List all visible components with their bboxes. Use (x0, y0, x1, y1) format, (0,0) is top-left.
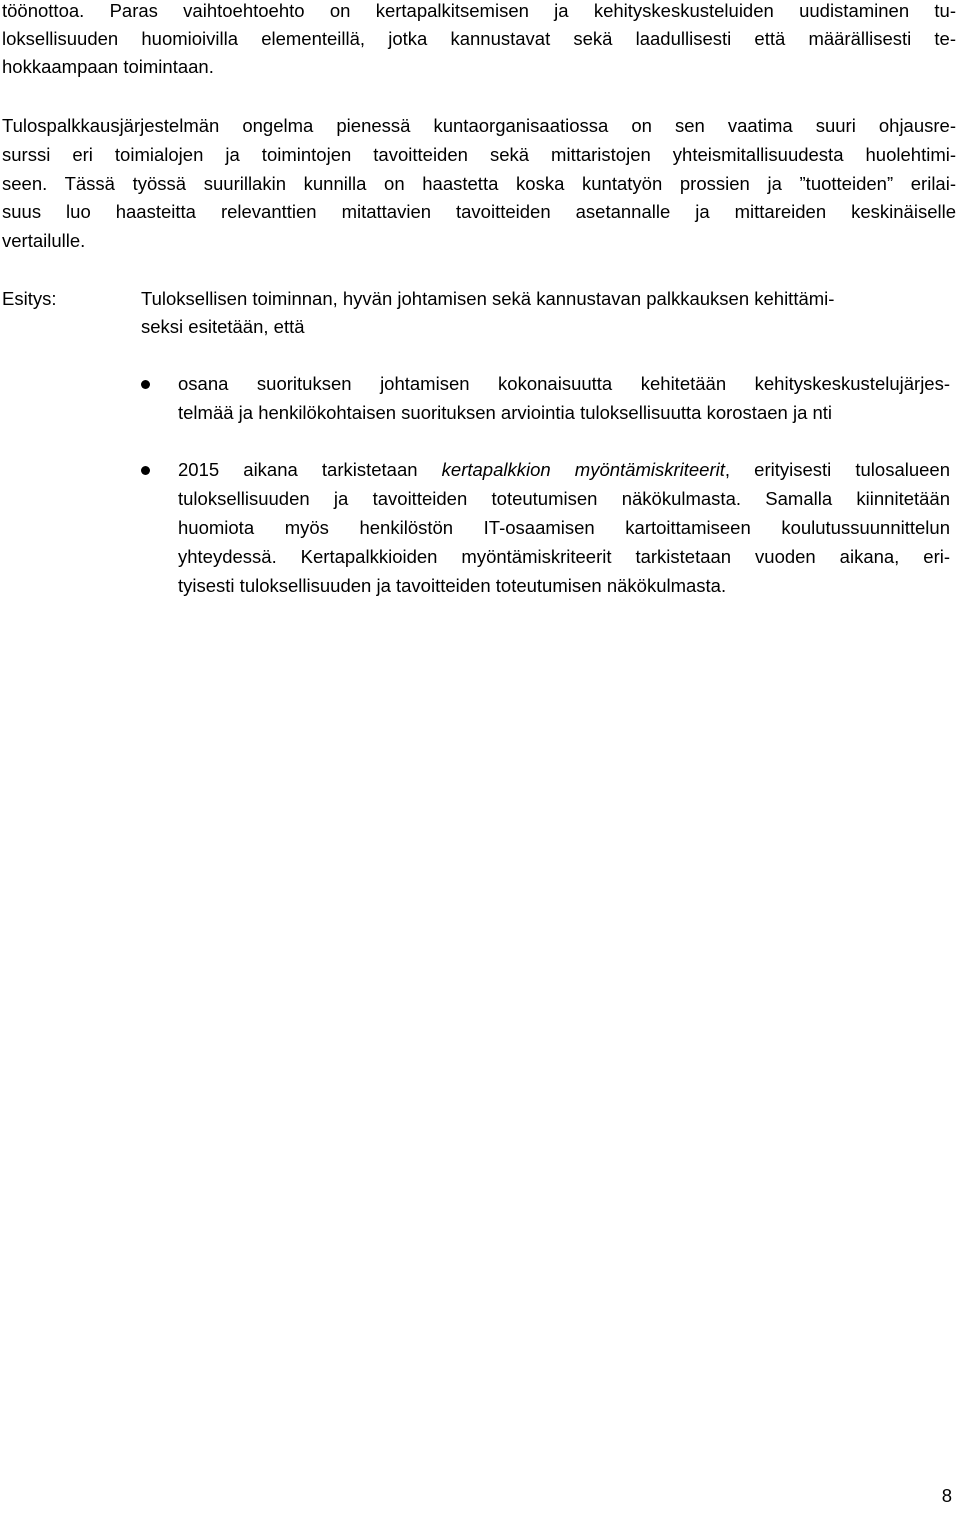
paragraph-line (2, 0, 956, 25)
proposal-text-line: Tuloksellisen toiminnan, hyvän johtamisen sekä kannustavan palkkauksen kehittämi- (141, 288, 835, 309)
list-item-line: telmää ja henkilökohtaisen suorituksen arviointia tuloksellisuutta korostaen ja nti (178, 402, 833, 423)
paragraph-line (2, 170, 956, 198)
list-item-line: tyisesti tuloksellisuuden ja tavoitteiden toteutumisen näkökulmasta. (178, 575, 727, 596)
paragraph-line: hokkaampaan toimintaan. (2, 56, 214, 77)
bullet-icon (141, 380, 150, 389)
paragraph-line: loksellisuuden huomioivilla elementeillä, jotka kannustavat sekä laadullisesti että määrällisesti te- (2, 28, 956, 49)
text-run: töönottoa. (2, 0, 85, 21)
list-item-line: osana suorituksen johtamisen kokonaisuutta kehitetään kehityskeskustelujärjes- (178, 373, 950, 394)
proposal-label: Esitys: (2, 288, 57, 309)
paragraph-line: surssi eri toimialojen ja toimintojen tavoitteiden sekä mittaristojen yhteismitallisuudesta huolehtimi- (2, 144, 956, 165)
list-item-line: yhteydessä. Kertapalkkioiden myöntämiskriteerit tarkistetaan vuoden aikana, eri- (178, 546, 950, 567)
list-item-line: tuloksellisuuden ja tavoitteiden toteutumisen näkökulmasta. Samalla kiinnitetään (178, 488, 950, 509)
text-run: 2015 aikana tarkistetaan (178, 459, 442, 480)
page-number: 8 (941, 1485, 952, 1506)
proposal-text-line: seksi esitetään, että (141, 316, 305, 337)
paragraph-line: Tulospalkkausjärjestelmän ongelma pienessä kuntaorganisaatiossa on sen vaatima suuri ohjausre- (2, 115, 956, 136)
paragraph-line: suus luo haasteitta relevanttien mitattavien tavoitteiden asetannalle ja mittareiden keskinäiselle (2, 201, 956, 222)
text-run: seen. (2, 173, 48, 194)
text-run: Paras vaihtoehtoehto on kertapalkitsemisen ja kehityskeskusteluiden uudistaminen tu- (84, 0, 956, 21)
list-item-line: huomiota myös henkilöstön IT-osaamisen kartoittamiseen koulutussuunnittelun (178, 517, 950, 538)
text-run: Tässä työssä suurillakin kunnilla on haastetta koska kuntatyön prossien ja ”tuotteiden” erilai- (47, 173, 956, 194)
list-item-line (178, 456, 950, 484)
text-run: , erityisesti tulosalueen (724, 459, 950, 480)
bullet-icon (141, 466, 150, 475)
paragraph-line: vertailulle. (2, 230, 86, 251)
italic-term: kertapalkkion myöntämiskriteerit (441, 459, 725, 480)
